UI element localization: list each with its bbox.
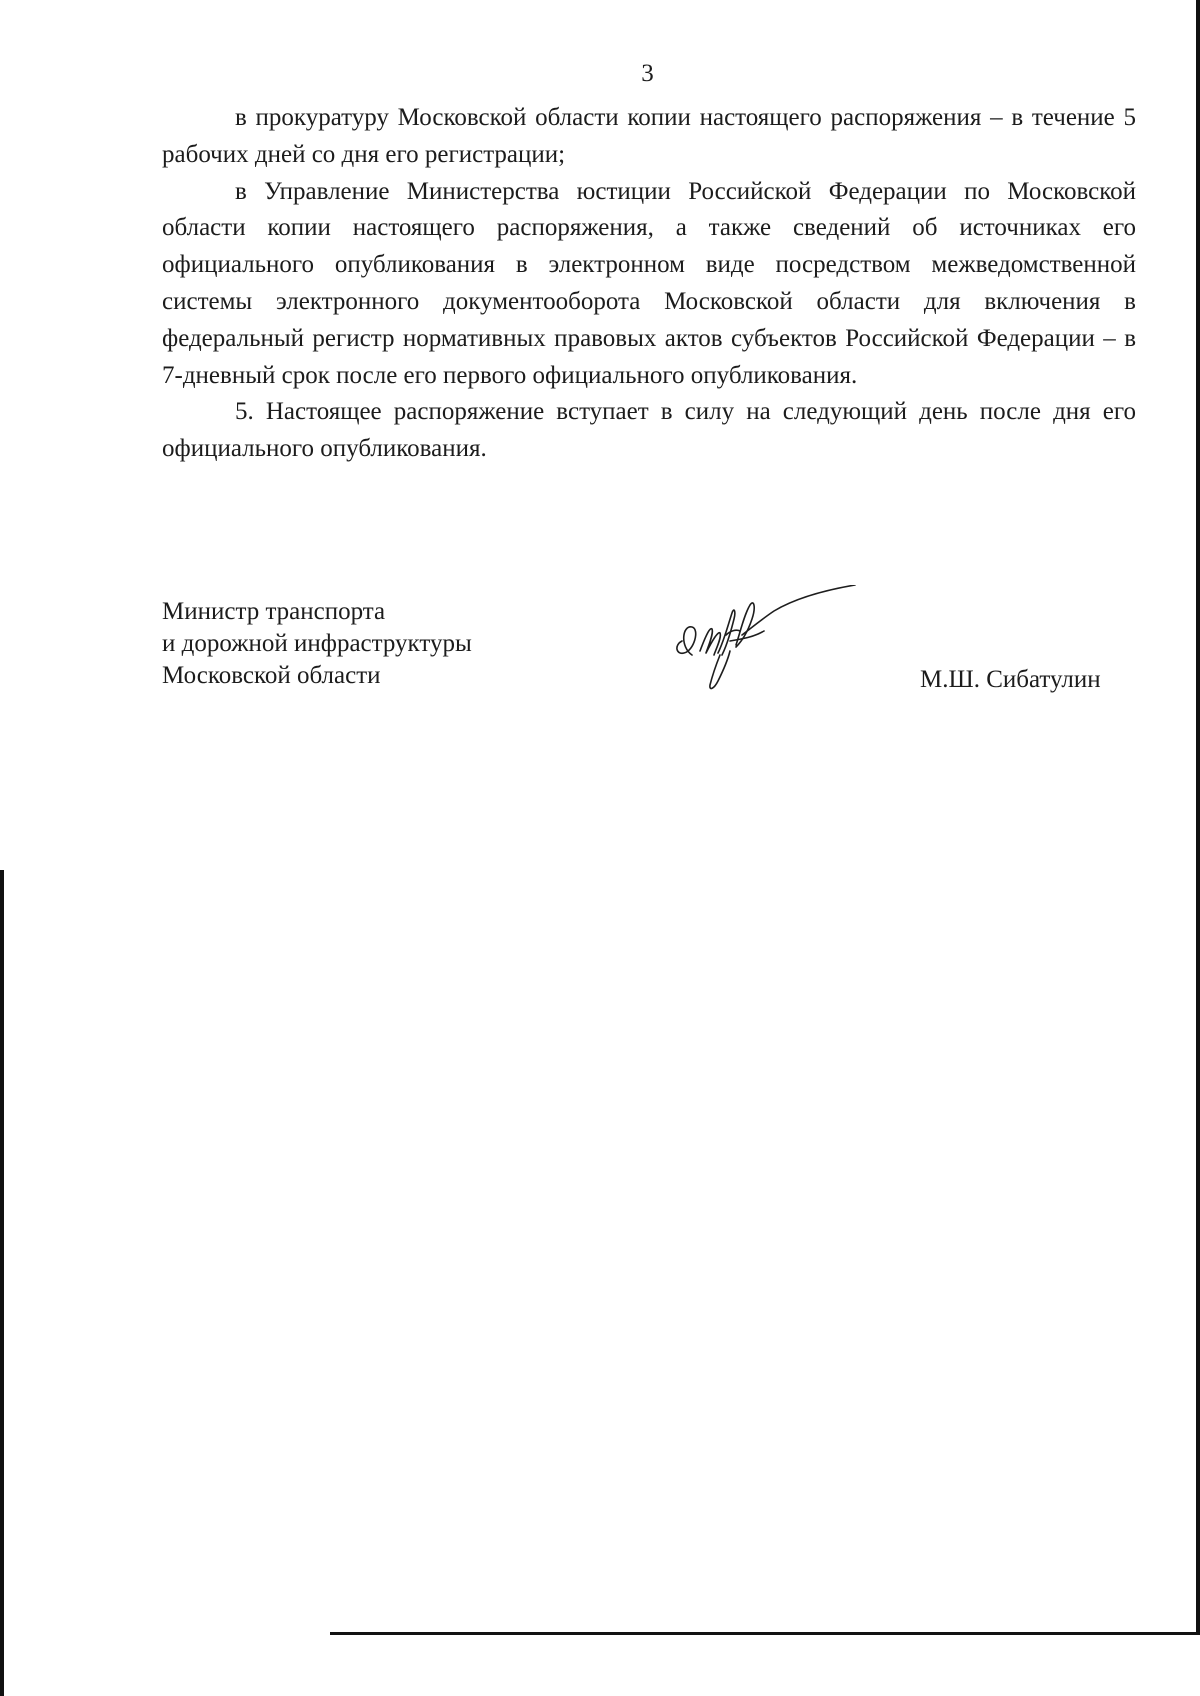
document-body — [162, 100, 1136, 468]
handwritten-signature — [670, 585, 870, 700]
signatory-position-line: Министр транспорта — [162, 598, 386, 625]
signatory-name: М.Ш. Сибатулин — [920, 666, 1101, 693]
scan-edge-right — [1196, 0, 1200, 1632]
signatory-position-line: и дорожной инфраструктуры — [162, 630, 472, 657]
page-number: 3 — [641, 60, 654, 87]
signatory-position-line: Московской области — [162, 662, 381, 689]
signatory-position — [162, 596, 472, 692]
scan-edge-left — [0, 870, 4, 1696]
paragraph-effective-date: 5. Настоящее распоряжение вступает в силу на следующий день после дня его официального опубликования. — [162, 398, 1136, 463]
scan-edge-bottom — [330, 1632, 1200, 1635]
paragraph-prosecutor: в прокуратуру Московской области копии настоящего распоряжения – в течение 5 рабочих дней со дня его регистрации; — [162, 104, 1136, 168]
paragraph-justice-ministry: в Управление Министерства юстиции Российской Федерации по Московской области копии настоящего распоряжения, а также сведений об источниках его официального опубликования в электронном виде посредством межведомственной системы электронного документооборота Московской области для включения в федеральный регистр нормативных правовых актов субъектов Российской Федерации – в 7-дневный срок после его первого официального опубликования. — [162, 177, 1136, 389]
